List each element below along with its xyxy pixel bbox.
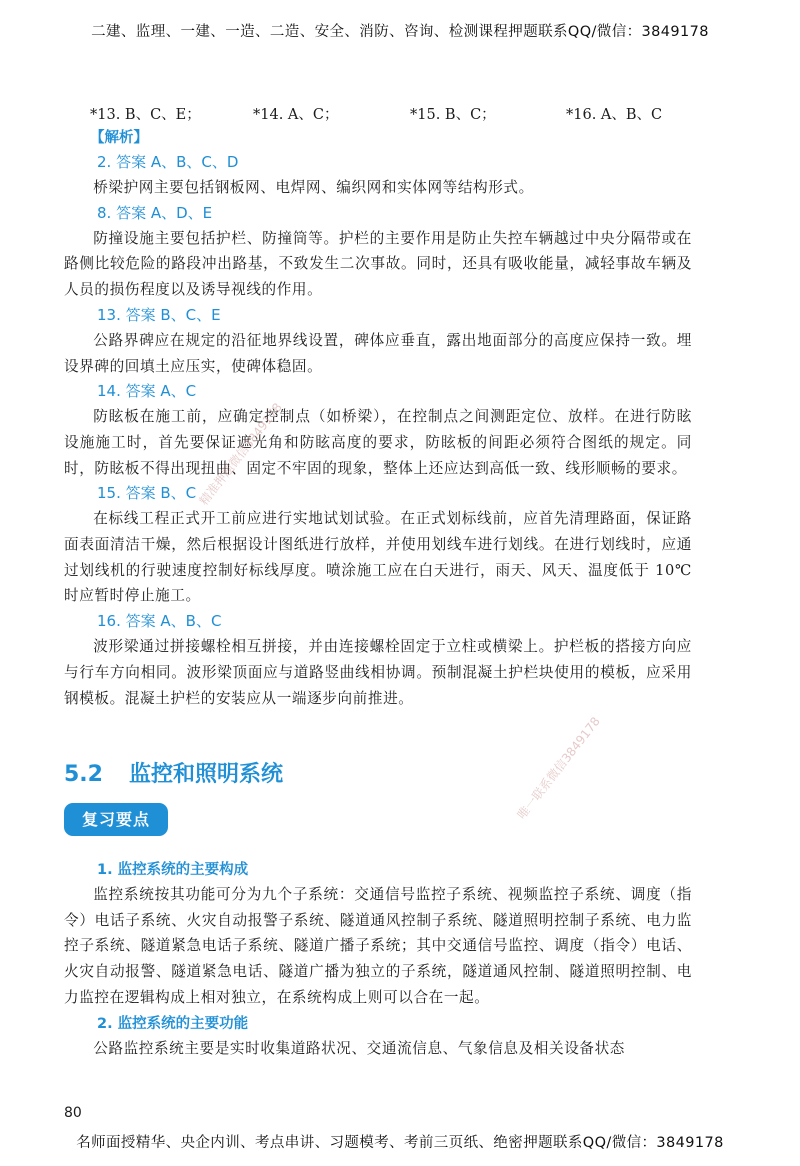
review-points-badge: 复习要点 [64, 803, 168, 836]
header-banner: 二建、监理、一建、一造、二造、安全、消防、咨询、检测课程押题联系QQ/微信：3849178 [91, 24, 709, 40]
watermark-text: 精准押题微信3849178 [196, 400, 285, 508]
answer-key-16: *16. A、B、C [566, 107, 663, 123]
answer-heading: 15. 答案 B、C [97, 484, 197, 503]
footer-banner: 名师面授精华、央企内训、考点串讲、习题模考、考前三页纸、绝密押题联系QQ/微信：3849178 [76, 1135, 724, 1151]
explanation-text: 公路界碑应在规定的沿征地界线设置，碑体应垂直，露出地面部分的高度应保持一致。埋设界碑的回填土应压实，使碑体稳固。 [64, 331, 692, 375]
explanation-text: 防眩板在施工前，应确定控制点（如桥梁），在控制点之间测距定位、放样。在进行防眩设施施工时，首先要保证遮光角和防眩高度的要求，防眩板的间距必须符合图纸的规定。同时，防眩板不得出现扭曲、固定不牢固的现象，整体上还应达到高低一致、线形顺畅的要求。 [64, 408, 692, 477]
section-title: 监控和照明系统 [128, 762, 283, 787]
answer-key-row [0, 103, 800, 125]
subsection-text: 公路监控系统主要是实时收集道路状况、交通流信息、气象信息及相关设备状态 [93, 1039, 625, 1057]
subsection-heading: 2. 监控系统的主要功能 [97, 1015, 249, 1032]
answer-heading: 2. 答案 A、B、C、D [97, 153, 239, 171]
explanation-text: 防撞设施主要包括护栏、防撞筒等。护栏的主要作用是防止失控车辆越过中央分隔带或在路侧比较危险的路段冲出路基，不致发生二次事故。同时，还具有吸收能量，减轻事故车辆及人员的损伤程度以及诱导视线的作用。 [64, 229, 692, 299]
explanations [64, 150, 692, 711]
section-heading [64, 757, 283, 788]
answer-heading: 8. 答案 A、D、E [97, 203, 213, 222]
answer-heading: 13. 答案 B、C、E [97, 305, 221, 324]
answer-key-14: *14. A、C； [253, 107, 339, 123]
explanation-text: 波形梁通过拼接螺栓相互拼接，并由连接螺栓固定于立柱或横梁上。护栏板的搭接方向应与行车方向相同。波形梁顶面应与道路竖曲线相协调。预制混凝土护栏块使用的模板，应采用钢模板。混凝土护栏的安装应从一端逐步向前推进。 [64, 638, 692, 707]
subsection-text: 监控系统按其功能可分为九个子系统：交通信号监控子系统、视频监控子系统、调度（指令）电话子系统、火灾自动报警子系统、隧道通风控制子系统、隧道照明控制子系统、电力监控子系统、隧道紧急电话子系统、隧道广播子系统；其中交通信号监控、调度（指令）电话、火灾自动报警、隧道紧急电话、隧道广播为独立的子系统，隧道通风控制、隧道照明控制、电力监控在逻辑构成上相对独立，在系统构成上则可以合在一起。 [64, 886, 692, 1006]
answer-key-15: *15. B、C； [410, 107, 496, 123]
section-number: 5.2 [64, 762, 103, 787]
analysis-label: 【解析】 [90, 130, 148, 146]
answer-heading: 14. 答案 A、C [97, 382, 197, 401]
page-number: 80 [64, 1105, 82, 1121]
review-points [64, 857, 692, 1061]
explanation-text: 桥梁护网主要包括钢板网、电焊网、编织网和实体网等结构形式。 [93, 179, 534, 196]
answer-key-13: *13. B、C、E； [90, 107, 201, 123]
explanation-text: 在标线工程正式开工前应进行实地试划试验。在正式划标线前，应首先清理路面，保证路面表面清洁干燥，然后根据设计图纸进行放样，并使用划线车进行划线。在进行划线时，应通过划线机的行驶速度控制好标线厚度。喷涂施工应在白天进行，雨天、风天、温度低于 10℃时应暂时停止施工。 [64, 510, 692, 605]
subsection-heading: 1. 监控系统的主要构成 [97, 862, 249, 878]
answer-heading: 16. 答案 A、B、C [97, 612, 222, 631]
watermark-text: 唯一联系微信3849178 [514, 714, 603, 822]
